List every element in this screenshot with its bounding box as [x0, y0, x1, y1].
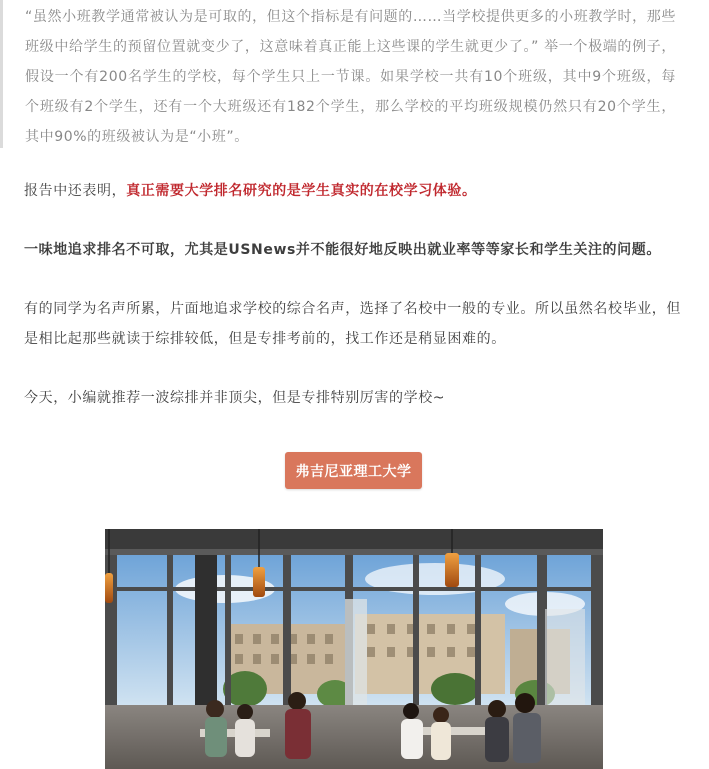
- intro-paragraph: 今天，小编就推荐一波综排并非顶尖，但是专排特别厉害的学校~: [24, 390, 446, 406]
- report-prefix: 报告中还表明，: [24, 183, 127, 199]
- reputation-paragraph: 有的同学为名声所累，片面地追求学校的综合名声，选择了名校中一般的专业。所以虽然名校毕业，但是相比起那些就读于综排较低，但是专排考前的，找工作还是稍显困难的。: [24, 301, 681, 347]
- quote-text: “虽然小班教学通常被认为是可取的，但这个指标是有问题的……当学校提供更多的小班教学时，那些班级中给学生的预留位置就变少了，这意味着真正能上这些课的学生就更少了。” 举一个极端的例子，假设一个有200名学生的学校，每个学生只上一节课。如果学校一共有10个班级，其中9个班级，每个班级有2个学生，还有一个大班级还有182个学生，那么学校的平均班级规模仍然只有20个学生，其中90%的班级被认为是“小班”。: [25, 9, 676, 145]
- report-paragraph: [24, 176, 688, 206]
- ranking-note: 一味地追求排名不可取，尤其是USNews并不能很好地反映出就业率等等家长和学生关注的问题。: [24, 242, 661, 258]
- block-quote: [0, 0, 688, 148]
- school-badge: 弗吉尼亚理工大学: [285, 452, 422, 489]
- report-highlight: 真正需要大学排名研究的是学生真实的在校学习体验。: [126, 183, 477, 199]
- campus-photo: [105, 529, 603, 769]
